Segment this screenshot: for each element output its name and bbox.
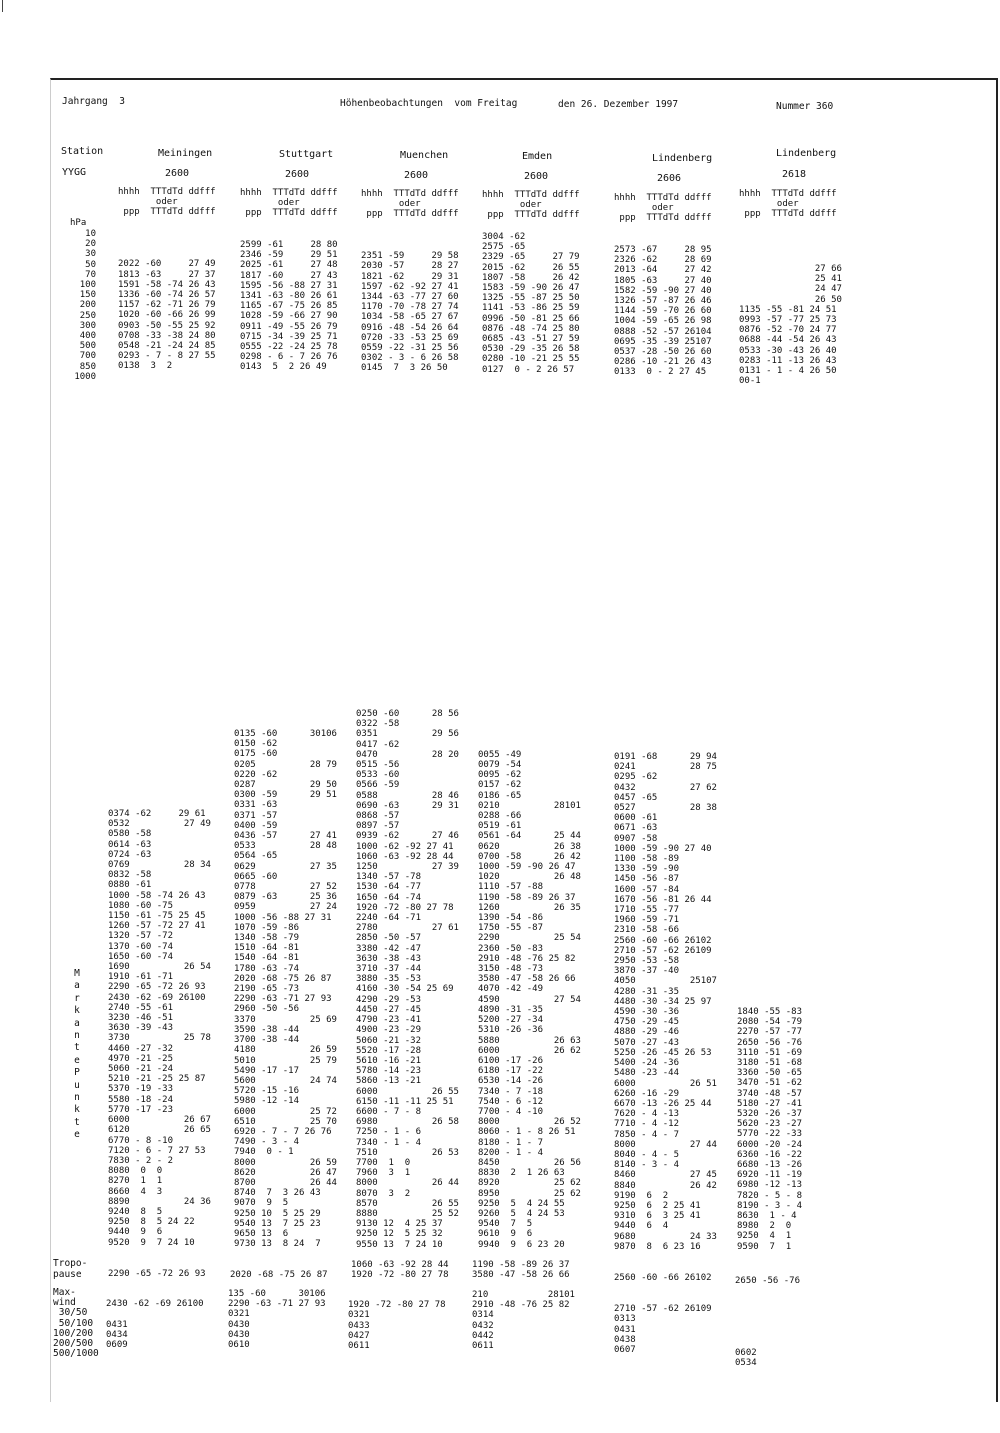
- tropopause-muenchen: 1060 -63 -92 28 44 1920 -72 -80 27 78: [351, 1260, 449, 1281]
- column-header-6: hhhh TTTdTd ddfff oder ppp TTTdTd ddfff: [739, 189, 837, 220]
- station-name-3: Muenchen: [400, 150, 449, 161]
- tropopause-emden: 1190 -58 -89 26 37 3580 -47 -58 26 66: [472, 1260, 570, 1281]
- standard-levels-muenchen: 2351 -59 29 58 2030 -57 28 27 1821 -62 29 31 1597 -62 -92 27 41 1344 -63 -77 27 60 1170 -70 -78 27 74 1034 -58 -65 27 67 0916 -48 -54 26 64 0720 -33 -53 25 69 0559 -22 -31 25 56 0302 - 3 - 6 26 58 0145 7 3 26 50: [361, 251, 459, 374]
- report-date: den 26. Dezember 1997: [558, 99, 679, 110]
- maxwind-lindenberg-06: 2710 -57 -62 26109 0313 0431 0438 0607: [614, 1304, 712, 1356]
- significant-points-meiningen: 0374 -62 29 61 0532 27 49 0580 -58 0614 -63 0724 -63 0769 28 34 0832 -58 0880 -61 1000 -58 -74 26 43 1080 -60 -75 1150 -61 -75 25 45 1260 -57 -72 27 41 1320 -57 -72 1370 -60 -74 1650 -60 -74 1690 26 54 1910 -61 -71 2290 -65 -72 26 93 2430 -62 -69 26100 2740 -55 -61 3230 -46 -51 3630 -39 -43 3730 25 78 4460 -27 -32 4970 -21 -25 5060 -21 -24 5210 -21 -25 25 87 5370 -19 -33 5580 -18 -24 5770 -17 -23 6000 26 67 6120 26 65 6770 - 8 -10 7120 - 6 - 7 27 53 7830 - 2 - 2 8080 0 0 8270 1 1 8660 4 3 8890 24 36 9240 8 5 9250 8 5 24 22 9440 9 6 9520 9 7 24 10: [108, 809, 211, 1248]
- tropopause-meiningen: 2290 -65 -72 26 93: [108, 1269, 206, 1279]
- significant-points-muenchen: 0250 -60 28 56 0322 -58 0351 29 56 0417 -62 0470 28 20 0515 -56 0533 -60 0566 -59 0588 28 46 0690 -63 29 31 0868 -57 0897 -57 0939 -62 27 46 1000 -62 -92 27 41 1060 -63 -92 28 44 1250 27 39 1340 -57 -78 1530 -64 -77 1650 -64 -74 1920 -72 -80 27 78 2240 -64 -71 2780 27 61 2850 -50 -57 3380 -42 -47 3630 -38 -43 3710 -37 -44 3880 -35 -53 4160 -30 -54 25 69 4290 -29 -53 4450 -27 -45 4790 -23 -41 4900 -23 -29 5060 -21 -32 5520 -17 -28 5610 -16 -21 5780 -14 -23 5860 -13 -21 6000 26 55 6150 -11 -11 25 51 6600 - 7 - 8 6980 26 58 7250 - 1 - 6 7340 - 1 - 4 7510 26 53 7700 1 0 7960 3 1 8000 26 44 8070 3 2 8570 26 55 8880 25 52 9130 12 4 25 37 9250 12 5 25 32 9550 13 7 24 10: [356, 709, 459, 1250]
- tropopause-stuttgart: 2020 -68 -75 26 87: [230, 1270, 328, 1280]
- maxwind-emden: 210 28101 2910 -48 -76 25 82 0314 0432 0442 0611: [472, 1290, 575, 1352]
- markante-punkte-label: MarkantePunkte: [74, 968, 80, 1141]
- standard-levels-stuttgart: 2599 -61 28 80 2346 -59 29 51 2025 -61 27 48 1817 -60 27 43 1595 -56 -88 27 31 1341 -63 -80 26 61 1165 -67 -75 26 85 1028 -59 -66 27 90 0911 -49 -55 26 79 0715 -34 -39 25 71 0555 -22 -24 25 78 0298 - 6 - 7 26 76 0143 5 2 26 49: [240, 240, 338, 373]
- station-name-1: Meiningen: [158, 148, 213, 159]
- station-yygg-2: 2600: [285, 169, 310, 180]
- significant-points-lindenberg-06: 0191 -68 29 94 0241 28 75 0295 -62 0432 27 62 0457 -65 0527 28 38 0600 -61 0671 -63 0907 -58 1000 -59 -90 27 40 1100 -58 -89 1330 -59 -90 1450 -56 -87 1600 -57 -84 1670 -56 -81 26 44 1710 -55 -77 1960 -59 -71 2310 -58 -66 2560 -60 -66 26102 2710 -57 -62 26109 2950 -53 -58 3870 -37 -40 4050 25107 4280 -31 -35 4480 -30 -34 25 97 4590 -30 -36 4750 -29 -45 4880 -29 -46 5070 -27 -43 5250 -26 -45 26 53 5400 -24 -36 5480 -23 -44 6000 26 51 6260 -16 -29 6670 -13 -26 25 44 7620 - 4 -13 7710 - 4 -12 7850 - 4 - 7 8000 27 44 8040 - 4 - 5 8140 - 3 - 4 8460 27 45 8840 26 42 9190 6 2 9250 6 2 25 41 9310 6 3 25 41 9440 6 4 9680 24 33 9870 8 6 23 16: [614, 752, 717, 1252]
- significant-points-stuttgart: 0135 -60 30106 0150 -62 0175 -60 0205 28 79 0220 -62 0287 29 50 0300 -59 29 51 0331 -63 0371 -57 0400 -59 0436 -57 27 41 0533 28 48 0564 -65 0629 27 35 0665 -60 0778 27 52 0879 -63 25 36 0959 27 24 1000 -56 -88 27 31 1070 -59 -86 1340 -58 -79 1510 -64 -81 1540 -64 -81 1780 -63 -74 2020 -68 -75 26 87 2190 -65 -73 2290 -63 -71 27 93 2960 -50 -56 3370 25 69 3590 -38 -44 3700 -38 -44 4180 26 59 5010 25 79 5490 -17 -17 5600 24 74 5720 -15 -16 5980 -12 -14 6000 25 72 6510 25 70 6920 - 7 - 7 26 76 7490 - 3 - 4 7940 0 - 1 8000 26 59 8620 26 47 8700 26 44 8740 7 3 26 43 9070 9 5 9250 10 5 25 29 9540 13 7 25 23 9650 13 6 9730 13 8 24 7: [234, 729, 337, 1250]
- station-name-2: Stuttgart: [279, 149, 334, 160]
- column-header-1: hhhh TTTdTd ddfff oder ppp TTTdTd ddfff: [118, 187, 216, 218]
- column-header-4: hhhh TTTdTd ddfff oder ppp TTTdTd ddfff: [482, 190, 580, 221]
- standard-levels-meiningen: 2022 -60 27 49 1813 -63 27 37 1591 -58 -74 26 43 1336 -60 -74 26 57 1157 -62 -71 26 79 1020 -60 -66 26 99 0903 -50 -55 25 92 0708 -33 -38 24 80 0548 -21 -24 24 85 0293 - 7 - 8 27 55 0138 3 2: [118, 259, 216, 372]
- maxwind-label: Max- wind 30/50 50/100 100/200 200/500 500/1000: [53, 1287, 99, 1360]
- maxwind-muenchen: 1920 -72 -80 27 78 0321 0433 0427 0611: [348, 1300, 446, 1352]
- station-name-5: Lindenberg: [652, 153, 713, 164]
- pressure-levels: 10 20 30 50 70 100 150 200 250 300 400 500 700 850 1000: [74, 229, 96, 382]
- station-label: Station: [61, 146, 104, 157]
- station-name-4: Emden: [522, 151, 553, 162]
- column-header-5: hhhh TTTdTd ddfff oder ppp TTTdTd ddfff: [614, 193, 712, 224]
- significant-points-lindenberg-18: 1840 -55 -83 2080 -54 -79 2270 -57 -77 2650 -56 -76 3110 -51 -69 3180 -51 -68 3360 -50 -65 3470 -51 -62 3740 -48 -57 5180 -27 -41 5320 -26 -37 5620 -23 -27 5770 -22 -33 6000 -20 -24 6360 -16 -22 6680 -13 -26 6920 -11 -19 6980 -12 -13 7820 - 5 - 8 8190 - 3 - 4 8630 1 - 4 8980 2 0 9250 4 1 9590 7 1: [737, 1007, 803, 1252]
- station-yygg-6: 2618: [782, 169, 807, 180]
- report-title: Höhenbeobachtungen vom Freitag: [340, 98, 518, 109]
- report-number: Nummer 360: [776, 101, 834, 112]
- maxwind-meiningen: 2430 -62 -69 26100 0431 0434 0609: [106, 1299, 204, 1351]
- station-yygg-1: 2600: [165, 168, 190, 179]
- yygg-label: YYGG: [62, 167, 87, 178]
- standard-levels-lindenberg-18: 27 66 25 41 24 47 26 50 1135 -55 -81 24 51 0993 -57 -77 25 73 0876 -52 -70 24 77 0688 -44 -54 26 43 0533 -30 -43 26 40 0283 -11 -13 26 43 0131 - 1 - 4 26 50 00-1: [739, 264, 842, 387]
- station-yygg-4: 2600: [524, 171, 549, 182]
- corner-mark: [2, 0, 3, 12]
- tropopause-lindenberg-06: 2560 -60 -66 26102: [614, 1273, 712, 1283]
- hpa-label: hPa: [70, 218, 87, 228]
- volume-label: Jahrgang 3: [62, 96, 125, 107]
- tropopause-label: Tropo- pause: [53, 1258, 88, 1280]
- significant-points-emden: 0055 -49 0079 -54 0095 -62 0157 -62 0186 -65 0210 28101 0288 -66 0519 -61 0561 -64 25 44 0620 26 38 0700 -58 26 42 1000 -59 -90 26 47 1020 26 48 1110 -57 -88 1190 -58 -89 26 37 1260 26 35 1390 -54 -86 1750 -55 -87 2290 25 54 2360 -50 -83 2910 -48 -76 25 82 3150 -48 -73 3580 -47 -58 26 66 4070 -42 -49 4590 27 54 4890 -31 -35 5200 -27 -34 5310 -26 -36 5880 26 63 6000 26 62 6100 -17 -26 6180 -17 -22 6530 -14 -26 7340 - 7 -18 7540 - 6 -12 7700 - 4 -10 8000 26 52 8060 - 1 - 8 26 51 8180 - 1 - 7 8200 - 1 - 4 8450 26 56 8830 2 1 26 63 8920 25 62 8950 25 62 9250 5 4 24 55 9260 5 4 24 53 9540 7 5 9610 9 6 9940 9 6 23 20: [478, 749, 581, 1250]
- column-header-3: hhhh TTTdTd ddfff oder ppp TTTdTd ddfff: [361, 189, 459, 220]
- station-yygg-5: 2606: [657, 173, 682, 184]
- maxwind-lindenberg-18: 0602 0534: [735, 1348, 757, 1369]
- tropopause-lindenberg-18: 2650 -56 -76: [735, 1276, 801, 1286]
- maxwind-stuttgart: 135 -60 30106 2290 -63 -71 27 93 0321 0430 0430 0610: [228, 1289, 326, 1351]
- standard-levels-emden: 3004 -62 2575 -65 2329 -65 27 79 2015 -62 26 55 1807 -58 26 42 1583 -59 -90 26 47 1325 -55 -87 25 50 1141 -53 -86 25 59 0996 -50 -81 25 66 0876 -48 -74 25 80 0685 -43 -51 27 59 0530 -29 -35 26 58 0280 -10 -21 25 55 0127 0 - 2 26 57: [482, 232, 580, 375]
- standard-levels-lindenberg-06: 2573 -67 28 95 2326 -62 28 69 2013 -64 27 42 1805 -63 27 40 1582 -59 -90 27 40 1326 -57 -87 26 46 1144 -59 -70 26 60 1004 -59 -65 26 98 0888 -52 -57 26104 0695 -35 -39 25107 0537 -28 -50 26 60 0286 -10 -21 26 43 0133 0 - 2 27 45: [614, 245, 712, 378]
- station-name-6: Lindenberg: [776, 148, 837, 159]
- station-yygg-3: 2600: [404, 170, 429, 181]
- column-header-2: hhhh TTTdTd ddfff oder ppp TTTdTd ddfff: [240, 188, 338, 219]
